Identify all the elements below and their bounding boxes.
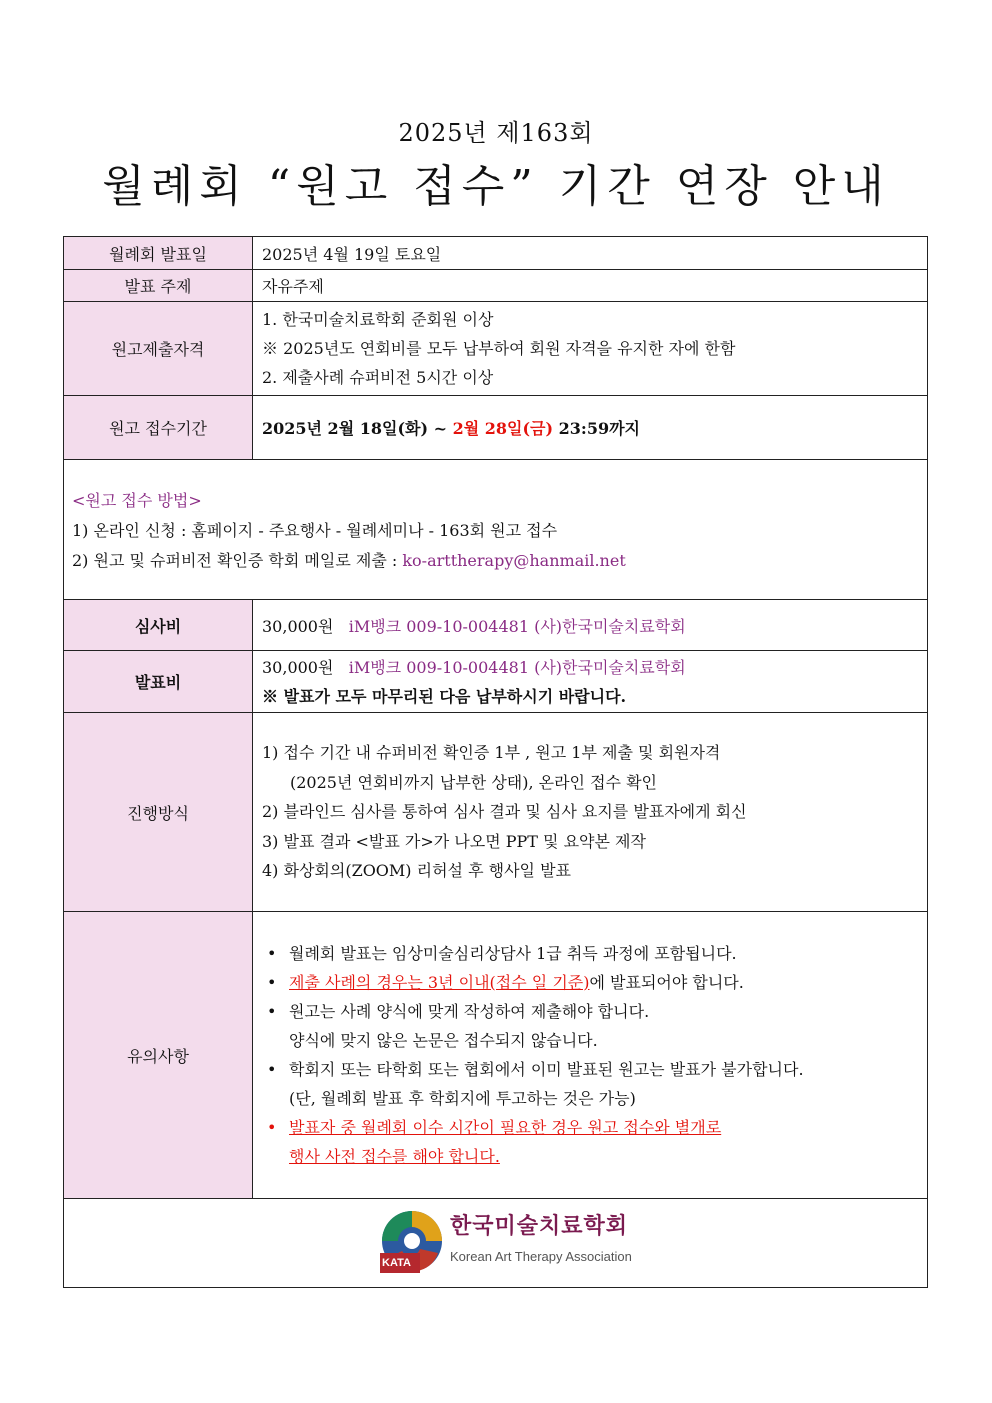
info-table	[63, 236, 928, 1288]
process-line-5: 4) 화상회의(ZOOM) 리허설 후 행사일 발표	[262, 861, 571, 881]
logo-abbr: KATA	[382, 1257, 411, 1269]
presentation-fee-line	[262, 653, 926, 682]
value-period	[253, 396, 928, 460]
label-qualification: 원고제출자격	[64, 302, 253, 396]
row-process	[64, 713, 928, 912]
value-presentation-fee	[253, 651, 928, 713]
row-topic	[64, 270, 928, 302]
review-fee-account: iM뱅크 009-10-004481 (사)한국미술치료학회	[348, 616, 686, 636]
note-2	[263, 968, 926, 997]
row-qualification	[64, 302, 928, 396]
label-period: 원고 접수기간	[64, 396, 253, 460]
label-topic: 발표 주제	[64, 270, 253, 302]
process-line-3: 2) 블라인드 심사를 통하여 심사 결과 및 심사 요지를 발표자에게 회신	[262, 802, 747, 822]
logo-english-name: Korean Art Therapy Association	[450, 1249, 632, 1264]
period-end-time: 23:59까지	[553, 419, 640, 438]
method-line-1: 1) 온라인 신청 : 홈페이지 - 주요행사 - 월례세미나 - 163회 원고 접수	[72, 520, 558, 540]
value-review-fee	[253, 600, 928, 651]
row-method	[64, 460, 928, 600]
document-subtitle: 2025년 제163회	[398, 119, 594, 147]
presentation-fee-amount: 30,000원	[262, 657, 334, 677]
method-heading: <원고 접수 방법>	[72, 490, 202, 510]
note-5: • 발표자 중 월례회 이수 시간이 필요한 경우 원고 접수와 별개로	[263, 1113, 926, 1142]
process-line-2: (2025년 연회비까지 납부한 상태), 온라인 접수 확인	[290, 772, 658, 792]
label-date: 월례회 발표일	[64, 237, 253, 270]
note-5-cont: 행사 사전 접수를 해야 합니다.	[289, 1147, 500, 1166]
note-2-highlight: 제출 사례의 경우는 3년 이내(접수 일 기준)	[289, 973, 590, 992]
row-logo	[64, 1199, 928, 1288]
row-date	[64, 237, 928, 270]
row-notes	[64, 912, 928, 1199]
label-process: 진행방식	[64, 713, 253, 912]
row-presentation-fee	[64, 651, 928, 713]
document-title: 월례회 “원고 접수” 기간 연장 안내	[102, 161, 890, 212]
note-1: • 월례회 발표는 임상미술심리상담사 1급 취득 과정에 포함됩니다.	[263, 939, 926, 968]
process-line-1: 1) 접수 기간 내 슈퍼비전 확인증 1부 , 원고 1부 제출 및 회원자격	[262, 743, 721, 763]
qualification-line-1: 1. 한국미술치료학회 준회원 이상	[262, 310, 494, 329]
label-notes: 유의사항	[64, 912, 253, 1199]
qualification-line-3: 2. 제출사례 슈퍼비전 5시간 이상	[262, 368, 494, 387]
presentation-fee-account: iM뱅크 009-10-004481 (사)한국미술치료학회	[348, 657, 686, 677]
note-4-cont: (단, 월례회 발표 후 학회지에 투고하는 것은 가능)	[289, 1089, 636, 1108]
logo-cell	[64, 1199, 928, 1288]
method-line-2	[72, 546, 919, 576]
value-process	[253, 713, 928, 912]
logo-korean-name: 한국미술치료학회	[450, 1214, 629, 1239]
label-presentation-fee: 발표비	[64, 651, 253, 713]
note-4: • 학회지 또는 타학회 또는 협회에서 이미 발표된 원고는 발표가 불가합니다.	[263, 1055, 926, 1084]
label-review-fee: 심사비	[64, 600, 253, 651]
note-3-cont: 양식에 맞지 않은 논문은 접수되지 않습니다.	[289, 1031, 598, 1050]
value-qualification	[253, 302, 928, 396]
row-period	[64, 396, 928, 460]
presentation-fee-note: ※ 발표가 모두 마무리된 다음 납부하시기 바랍니다.	[262, 686, 627, 706]
value-topic: 자유주제	[253, 270, 928, 302]
submission-method	[64, 460, 928, 600]
process-line-4: 3) 발표 결과 <발표 가>가 나오면 PPT 및 요약본 제작	[262, 831, 646, 851]
row-review-fee	[64, 600, 928, 651]
email-link[interactable]: ko-arttherapy@hanmail.net	[402, 550, 626, 570]
qualification-line-2: ※ 2025년도 연회비를 모두 납부하여 회원 자격을 유지한 자에 한함	[262, 339, 736, 358]
method-line-2-text: 2) 원고 및 슈퍼비전 확인증 학회 메일로 제출 :	[72, 550, 403, 570]
period-end-date: 2월 28일(금)	[452, 419, 554, 438]
note-3: • 원고는 사례 양식에 맞게 작성하여 제출해야 합니다.	[263, 997, 926, 1026]
association-logo	[380, 1205, 632, 1279]
review-fee-amount: 30,000원	[262, 616, 334, 636]
value-date: 2025년 4월 19일 토요일	[253, 237, 928, 270]
value-notes	[253, 912, 928, 1199]
note-2-rest: 에 발표되어야 합니다.	[589, 973, 744, 992]
period-start: 2025년 2월 18일(화) ~	[262, 419, 453, 438]
